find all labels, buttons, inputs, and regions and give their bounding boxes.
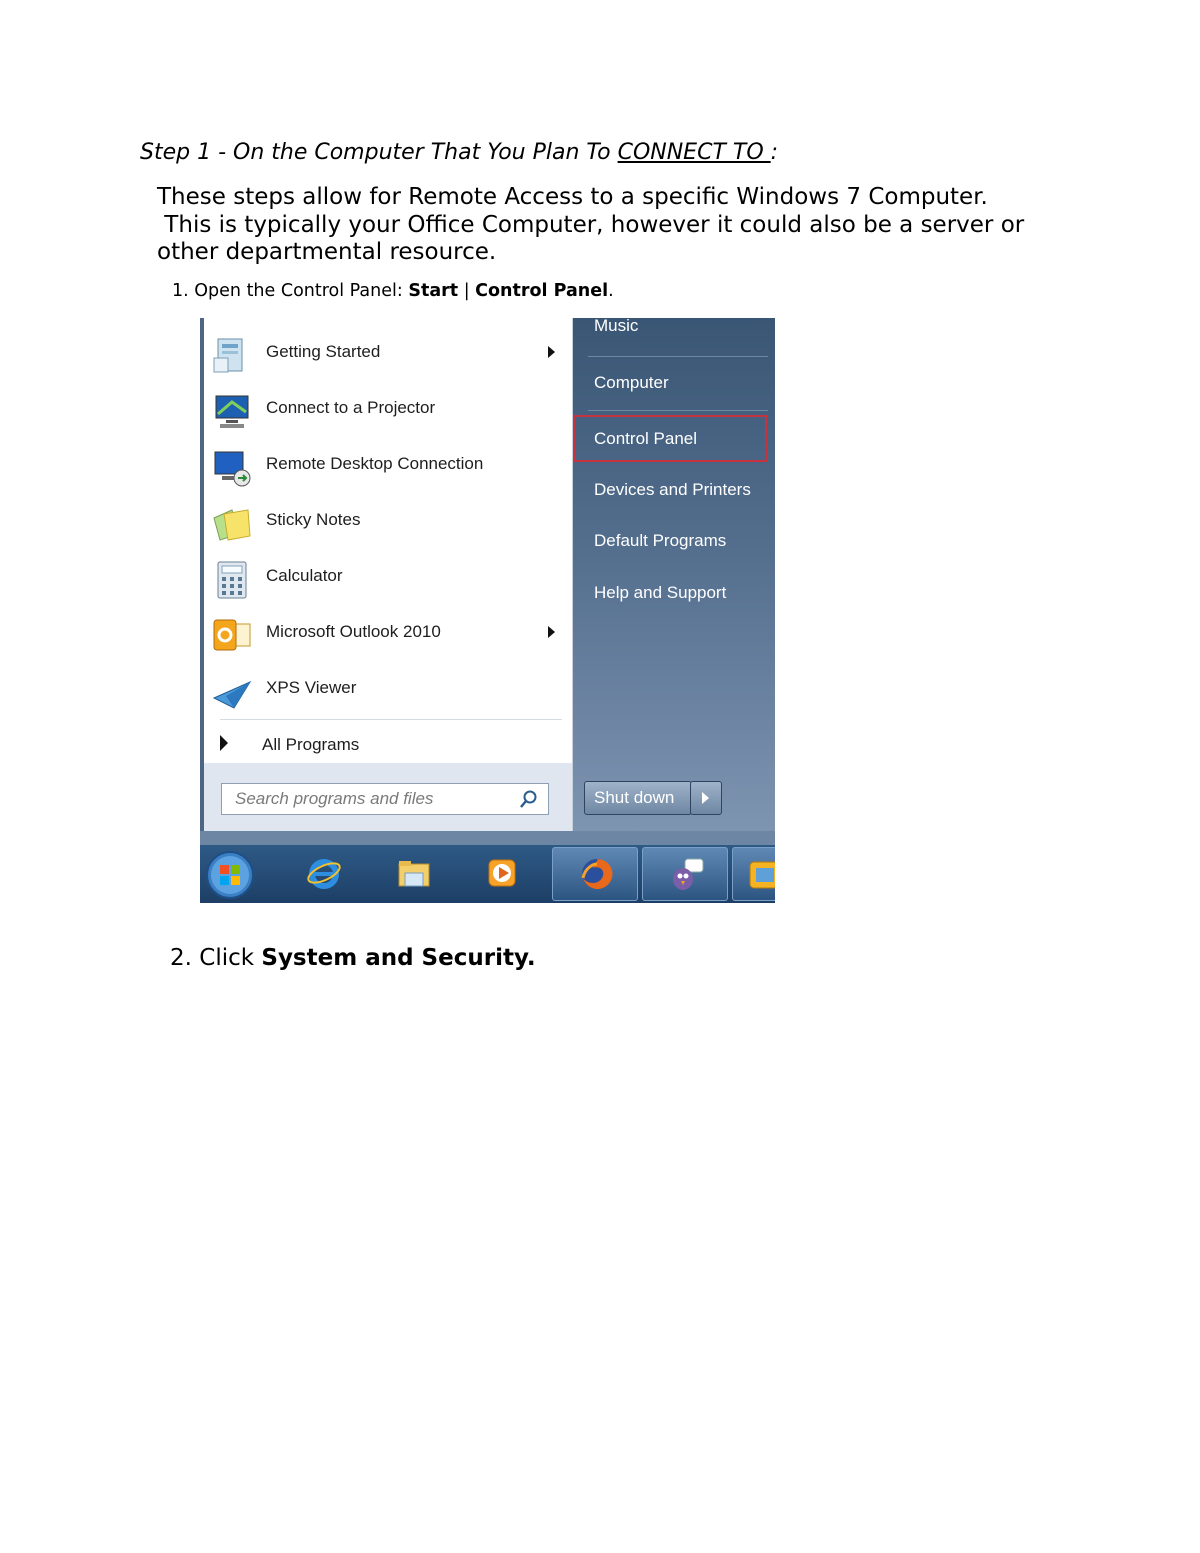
taskbar-folder[interactable] bbox=[732, 847, 775, 901]
outlook-icon bbox=[212, 616, 252, 656]
step2-prefix: 2. Click bbox=[170, 945, 262, 971]
program-label: Getting Started bbox=[266, 342, 381, 361]
pidgin-icon bbox=[669, 856, 705, 892]
heading-underlined: CONNECT TO bbox=[617, 140, 771, 165]
program-connect-projector[interactable] bbox=[204, 382, 572, 438]
shut-down-button[interactable] bbox=[584, 781, 692, 815]
search-bar-area bbox=[204, 763, 572, 831]
step1-control-panel: Control Panel bbox=[475, 281, 609, 301]
internet-explorer-icon bbox=[306, 855, 342, 891]
taskbar-firefox[interactable] bbox=[552, 847, 638, 901]
media-player-icon bbox=[484, 855, 520, 891]
folder-icon bbox=[747, 856, 775, 892]
program-label: Microsoft Outlook 2010 bbox=[266, 622, 441, 641]
all-programs-arrow-icon bbox=[220, 735, 228, 751]
all-programs-button[interactable] bbox=[204, 723, 572, 763]
right-item-devices-printers[interactable]: Devices and Printers bbox=[594, 480, 751, 499]
right-item-music[interactable]: Music bbox=[594, 318, 639, 335]
start-menu-places-pane bbox=[573, 318, 775, 838]
program-getting-started[interactable] bbox=[204, 326, 572, 382]
program-label: Sticky Notes bbox=[266, 510, 361, 529]
start-menu-programs-pane bbox=[204, 318, 573, 831]
intro-line-2: This is typically your Office Computer, however it could also be a server or bbox=[157, 211, 1025, 238]
right-item-computer[interactable]: Computer bbox=[594, 373, 669, 392]
heading-prefix: Step 1 - On the Computer That You Plan To bbox=[140, 140, 618, 165]
search-icon[interactable] bbox=[518, 789, 538, 809]
program-xps-viewer[interactable] bbox=[204, 662, 572, 718]
program-label: XPS Viewer bbox=[266, 678, 357, 697]
taskbar-windows-explorer[interactable] bbox=[370, 847, 456, 901]
start-menu-screenshot bbox=[200, 318, 775, 903]
calculator-icon bbox=[212, 560, 252, 600]
step1-start: Start bbox=[408, 281, 459, 301]
submenu-arrow-icon[interactable] bbox=[548, 346, 555, 358]
programs-divider bbox=[220, 719, 562, 720]
projector-icon bbox=[212, 392, 252, 432]
step-heading bbox=[140, 140, 778, 165]
taskbar bbox=[200, 845, 775, 903]
start-orb-icon bbox=[202, 849, 256, 899]
getting-started-icon bbox=[212, 336, 252, 376]
program-outlook[interactable] bbox=[204, 606, 572, 662]
taskbar-pidgin[interactable] bbox=[642, 847, 728, 901]
shut-down-options-button[interactable] bbox=[690, 781, 722, 815]
intro-paragraph bbox=[157, 184, 1077, 267]
xps-viewer-icon bbox=[212, 672, 252, 712]
intro-line-3: other departmental resource. bbox=[157, 239, 497, 265]
program-label: Connect to a Projector bbox=[266, 398, 436, 417]
step1-suffix: . bbox=[608, 281, 614, 301]
search-input[interactable] bbox=[221, 783, 549, 815]
search-placeholder: Search programs and files bbox=[235, 789, 434, 808]
heading-suffix: : bbox=[770, 140, 779, 165]
right-item-default-programs[interactable]: Default Programs bbox=[594, 531, 727, 550]
shut-down-label: Shut down bbox=[594, 788, 675, 807]
program-remote-desktop[interactable] bbox=[204, 438, 572, 494]
intro-line-1: These steps allow for Remote Access to a specific Windows 7 Computer. bbox=[157, 184, 988, 210]
step1-separator: | bbox=[458, 281, 476, 301]
control-panel-highlight bbox=[573, 415, 767, 462]
windows-explorer-icon bbox=[396, 855, 432, 891]
chevron-right-icon bbox=[702, 792, 709, 804]
step1-prefix: 1. Open the Control Panel: bbox=[172, 281, 409, 301]
step-1-instruction bbox=[172, 281, 614, 301]
taskbar-internet-explorer[interactable] bbox=[280, 847, 366, 901]
remote-desktop-icon bbox=[212, 448, 252, 488]
sticky-notes-icon bbox=[212, 504, 252, 544]
step-2-instruction bbox=[170, 945, 536, 971]
submenu-arrow-icon[interactable] bbox=[548, 626, 555, 638]
places-divider bbox=[588, 356, 768, 357]
taskbar-media-player[interactable] bbox=[458, 847, 544, 901]
program-sticky-notes[interactable] bbox=[204, 494, 572, 550]
program-label: Remote Desktop Connection bbox=[266, 454, 484, 473]
places-divider bbox=[588, 410, 768, 411]
program-label: Calculator bbox=[266, 566, 343, 585]
start-button[interactable] bbox=[200, 847, 286, 901]
program-calculator[interactable] bbox=[204, 550, 572, 606]
step2-bold: System and Security. bbox=[261, 945, 536, 971]
firefox-icon bbox=[579, 856, 615, 892]
all-programs-label: All Programs bbox=[262, 735, 360, 754]
right-item-help-support[interactable]: Help and Support bbox=[594, 583, 727, 602]
right-item-control-panel[interactable]: Control Panel bbox=[594, 429, 698, 448]
start-menu-bottom-edge bbox=[200, 831, 775, 845]
